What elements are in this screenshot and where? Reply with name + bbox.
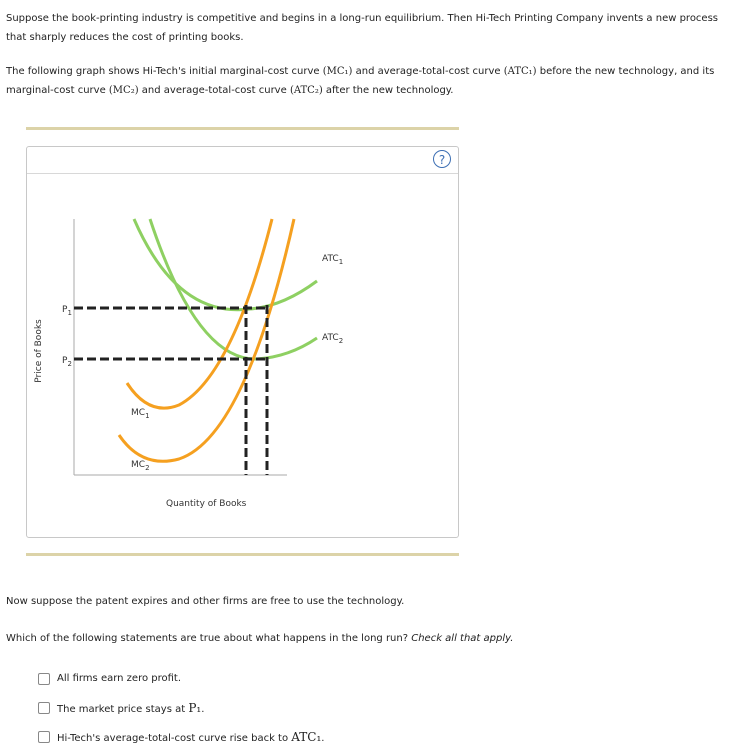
top-divider bbox=[26, 127, 459, 130]
answer-options bbox=[38, 664, 324, 751]
atc1-label: $ATC_1$ bbox=[322, 254, 344, 266]
x-axis-title: Quantity of Books bbox=[166, 499, 247, 509]
option-zero-profit[interactable] bbox=[38, 664, 324, 693]
p2-label: $P_2$ bbox=[62, 356, 72, 368]
graph-desc-part4: and average-total-cost curve bbox=[138, 85, 290, 96]
mc2-symbol: (MC₂) bbox=[108, 85, 139, 96]
mc1-symbol: (MC₁) bbox=[322, 66, 353, 77]
question-instruction: Check all that apply. bbox=[411, 633, 514, 644]
bottom-divider bbox=[26, 553, 459, 556]
p1-label: $P_1$ bbox=[62, 305, 72, 317]
option-3-label[interactable]: Hi-Tech's average-total-cost curve rise back to ATC₁. bbox=[57, 729, 325, 744]
atc2-symbol: (ATC₂) bbox=[289, 85, 323, 96]
intro-text: Suppose the book-printing industry is competitive and begins in a long-run equilibrium. Then Hi-Tech Printing Company invents a new process that sharply reduces the cost of printing books. bbox=[6, 13, 719, 43]
help-icon[interactable]: ? bbox=[433, 150, 451, 168]
atc1-symbol: (ATC₁) bbox=[503, 66, 537, 77]
question-body: Which of the following statements are true about what happens in the long run? bbox=[6, 633, 412, 644]
question-text bbox=[6, 633, 513, 644]
option-atc-rises[interactable] bbox=[38, 722, 324, 751]
graph-desc-part5: after the new technology. bbox=[322, 85, 454, 96]
graph-desc-part3: before the new technology, and its marginal-cost curve bbox=[6, 66, 715, 96]
option-price-stays[interactable] bbox=[38, 693, 324, 722]
mc2-label: $MC_2$ bbox=[131, 460, 150, 472]
atc2-label: $ATC_2$ bbox=[322, 333, 344, 345]
option-1-label[interactable]: All firms earn zero profit. bbox=[57, 673, 182, 684]
patent-text: Now suppose the patent expires and other firms are free to use the technology. bbox=[6, 596, 405, 607]
y-axis-title: Price of Books bbox=[34, 319, 44, 383]
option-1-checkbox[interactable] bbox=[38, 673, 50, 685]
option-2-label[interactable]: The market price stays at P₁. bbox=[57, 700, 205, 715]
mc1-label: $MC_1$ bbox=[131, 408, 150, 420]
graph-panel bbox=[26, 146, 459, 538]
cost-curves-chart bbox=[27, 147, 458, 537]
graph-desc-part1: The following graph shows Hi-Tech's initial marginal-cost curve bbox=[6, 66, 323, 77]
option-3-checkbox[interactable] bbox=[38, 731, 50, 743]
graph-description bbox=[6, 62, 726, 100]
option-2-checkbox[interactable] bbox=[38, 702, 50, 714]
graph-desc-part2: and average-total-cost curve bbox=[352, 66, 504, 77]
